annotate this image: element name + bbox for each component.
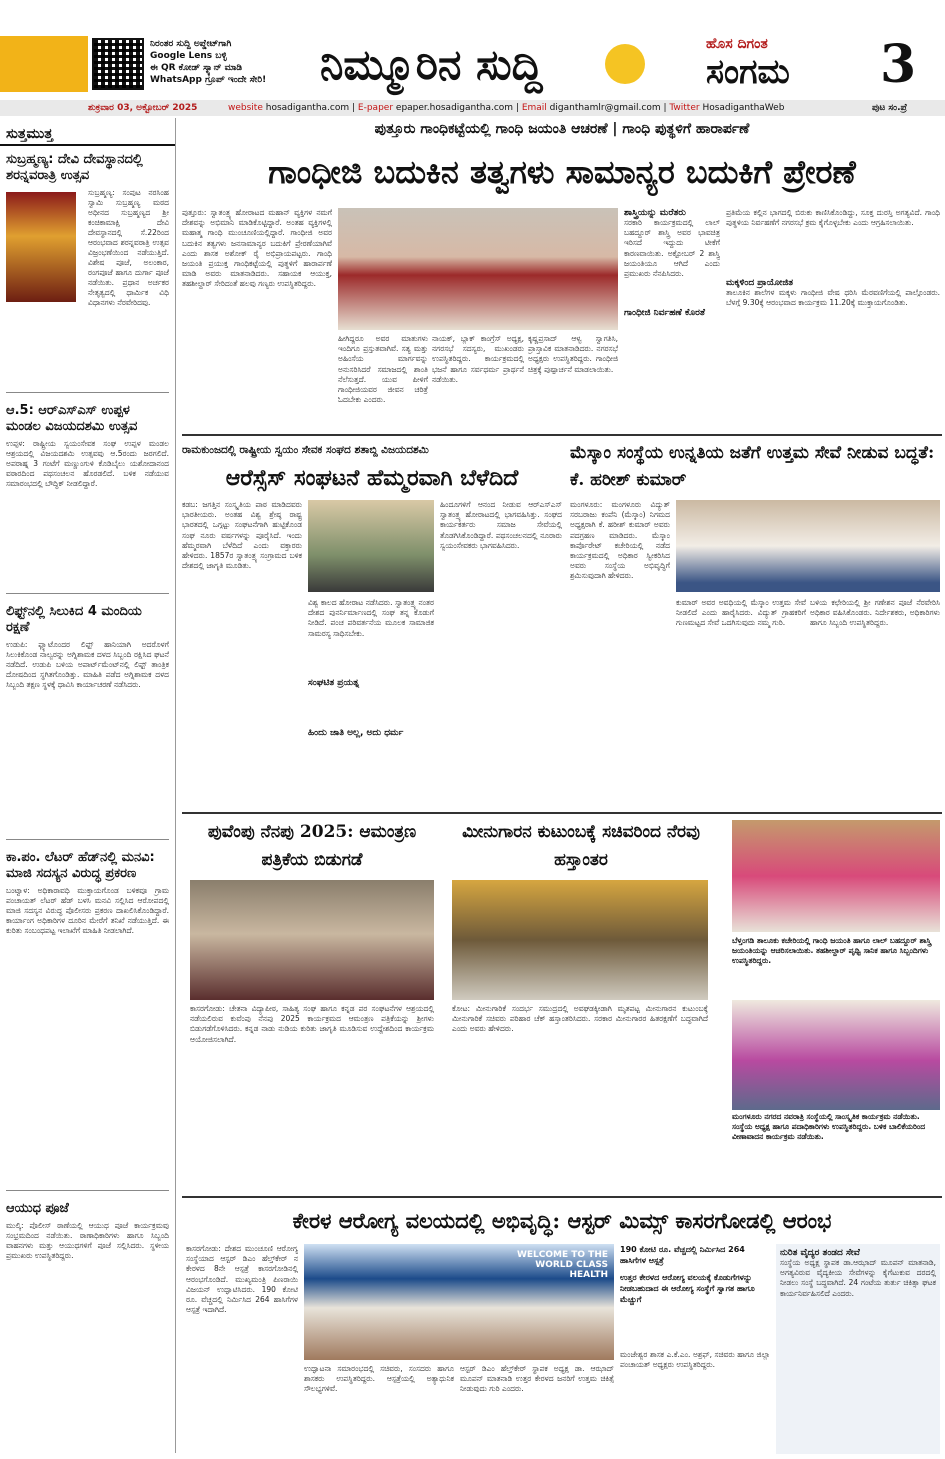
section-divider [182,434,942,436]
brand-name [706,36,768,52]
left-column [0,118,176,1453]
brand-label: ಹೊಸ ದಿಗಂತ [706,36,768,52]
aster-col3: ಆಸ್ಟರ್ ಡಿಎಂ ಹೆಲ್ತ್‌ಕೇರ್ ಸ್ಥಾಪಕ ಅಧ್ಯಕ್ಷ ಡಾ. ಆಝಾದ್ ಮೂಪನ್ ಮಾತನಾಡಿ ಉತ್ತರ ಕೇರಳದ ಜನರಿಗೆ ಉತ್ತಮ ಚಿಕಿತ್ಸೆ ನೀಡುವುದು ಗುರಿ ಎಂದರು. [460,1364,614,1394]
rss-col1: ಕಡಬ: ಜಗತ್ತಿನ ಸಂಸ್ಕೃತಿಯ ಪಾಠ ಮಾಡಿದವರು ಭಾರತೀಯರು. ಅಂತಹ ವಿಶ್ವ ಶ್ರೇಷ್ಠ ರಾಷ್ಟ್ರ ಭಾರತದಲ್ಲಿ ಒಗ್ಗಟ್ಟು ಸಂಘಟನೆಗಾಗಿ ಹುಟ್ಟಿಕೊಂಡ ಸಂಘ ನೂರು ವರ್ಷಗಳನ್ನು ಪೂರೈಸಿದೆ. ಇಂದು ಹೆಮ್ಮರವಾಗಿ ಬೆಳೆದಿದೆ ಎಂದು ವಕ್ತಾರರು ಹೇಳಿದರು. 1857ರ ಸ್ವಾತಂತ್ರ್ಯ ಸಂಗ್ರಾಮದ ಬಳಿಕ ದೇಶದಲ್ಲಿ ಜಾಗೃತಿ ಮೂಡಿತು. [182,500,302,571]
fisher-photo [452,880,708,1000]
divider [6,593,169,594]
mescom-headline: ಮೆಸ್ಕಾಂ ಸಂಸ್ಥೆಯ ಉನ್ನತಿಯ ಜತೆಗೆ ಉತ್ತಮ ಸೇವೆ ನೀಡುವ ಬದ್ಧತೆ: ಕೆ. ಹರೀಶ್ ಕುಮಾರ್ [570,443,935,490]
issue-date: ಶುಕ್ರವಾರ 03, ಅಕ್ಟೋಬರ್ 2025 [88,103,198,113]
story-title: ಆಯುಧ ಪೂಜೆ [6,1201,69,1216]
qr-instructions [150,38,310,86]
story-title: ಕಾ.ಪಂ. ಲೆಟರ್ ಹೆಡ್‌ನಲ್ಲಿ ಮನವಿ: ಮಾಜಿ ಸದಸ್ಯನ ವಿರುದ್ಧ ಪ್ರಕರಣ [6,850,155,881]
story-title: ಆ.5: ಆರ್‌ಎಸ್‌ಎಸ್ ಉಪ್ಪಳ ಮಂಡಲ ವಿಜಯದಶಮಿ ಉತ್ಸವ [6,403,138,434]
story-title: ಸುಬ್ರಹ್ಮಣ್ಯ: ದೇವಿ ದೇವಸ್ಥಾನದಲ್ಲಿ ಶರನ್ನವರಾತ್ರಿ ಉತ್ಸವ [6,152,143,183]
rss-kicker: ರಾಮಕುಂಜದಲ್ಲಿ ರಾಷ್ಟ್ರೀಯ ಸ್ವಯಂ ಸೇವಕ ಸಂಘದ ಶತಾಬ್ದಿ ವಿಜಯದಶಮಿ [182,444,429,456]
deity-photo [6,192,76,302]
fisher-body: ಕೋಟ: ಮೀನುಗಾರಿಕೆ ಸಂದರ್ಭ ಸಮುದ್ರದಲ್ಲಿ ಅವಘಡಕ್ಕೀಡಾಗಿ ಮೃತಪಟ್ಟ ಮೀನುಗಾರನ ಕುಟುಂಬಕ್ಕೆ ಮೀನುಗಾರಿಕೆ ಸಚಿವರು ಪರಿಹಾರ ಚೆಕ್ ಹಸ್ತಾಂತರಿಸಿದರು. ಸರಕಾರ ಮೀನುಗಾರರ ಹಿತರಕ್ಷಣೆಗೆ ಬದ್ಧವಾಗಿದೆ ಎಂದು ಅವರು ಹೇಳಿದರು. [452,1004,708,1034]
lead-kicker: ಪುತ್ತೂರು ಗಾಂಧಿಕಟ್ಟೆಯಲ್ಲಿ ಗಾಂಧಿ ಜಯಂತಿ ಆಚರಣೆ | ಗಾಂಧಿ ಪುತ್ಥಳಿಗೆ ಹಾರಾರ್ಪಣೆ [374,121,750,137]
lead-right-body: ಪ್ರತಿಮೆಯ ಕಲ್ಲಿನ ಭಾಗದಲ್ಲಿ ಬಿರುಕು ಕಾಣಿಸಿಕೊಂಡಿದ್ದು, ಸೂಕ್ತ ದುರಸ್ತಿ ಅಗತ್ಯವಿದೆ. ಗಾಂಧಿ ಪುತ್ಥಳಿಯ ನಿರ್ವಹಣೆಗೆ ನಗರಸಭೆ ಕ್ರಮ ಕೈಗೊಳ್ಳಬೇಕು ಎಂದು ಆಗ್ರಹಿಸಲಾಯಿತು. [726,208,940,228]
section-divider [182,812,942,814]
kuvempu-photo [190,880,434,1000]
page-number: 3 [880,34,917,95]
belthangady-caption: ಬೆಳ್ತಂಗಡಿ ತಾಲೂಕು ಕಚೇರಿಯಲ್ಲಿ ಗಾಂಧಿ ಜಯಂತಿ ಹಾಗೂ ಲಾಲ್ ಬಹದ್ದೂರ್ ಶಾಸ್ತ್ರಿ ಜಯಂತಿಯನ್ನು ಆಚರಿಸಲಾಯಿತು. ತಹಶೀಲ್ದಾರ್ ಪೃಥ್ವಿ ಸಾನಿಕ ಹಾಗೂ ಸಿಬ್ಬಂದಿಗಳು ಉಪಸ್ಥಿತರಿದ್ದರು. [732,936,932,965]
lead-col2: ಹೀಗಿದ್ದರೂ ಅವರ ಮಾತುಗಳು ಇಂದಿಗೂ ಪ್ರಸ್ತುತವಾಗಿವೆ. ಸತ್ಯ ಮತ್ತು ಅಹಿಂಸೆಯ ಮಾರ್ಗವನ್ನು ಅನುಸರಿಸಿದರೆ ಸಮಾಜದಲ್ಲಿ ಶಾಂತಿ ನೆಲೆಸುತ್ತದೆ. ಯುವ ಪೀಳಿಗೆ ಗಾಂಧೀಜಿಯವರ ಜೀವನ ಚರಿತ್ರೆ ಓದಬೇಕು ಎಂದರು. [338,334,428,405]
epaper-link[interactable]: epaper.hosadigantha.com [395,103,514,113]
fisher-headline: ಮೀನುಗಾರನ ಕುಟುಂಬಕ್ಕೆ ಸಚಿವರಿಂದ ನೆರವು ಹಸ್ತಾಂತರ [462,822,700,870]
kuvempu-headline: ಪುವೆಂಪು ನೆನಪು 2025: ಆಮಂತ್ರಣ ಪತ್ರಿಕೆಯ ಬಿಡುಗಡೆ [207,822,417,870]
aster-banner: WELCOME TO THE WORLD CLASS HEALTH [516,1250,608,1280]
email-link[interactable]: diganthamlr@gmail.com [549,103,661,113]
sidebox-body: ಸಂಸ್ಥೆಯ ಅಧ್ಯಕ್ಷ ಸ್ಥಾಪಕ ಡಾ.ಆಝಾದ್ ಮೂಪನ್ ಮಾತನಾಡಿ, ಅಗತ್ಯವಿರುವ ವೈದ್ಯಕೀಯ ಸೇವೆಗಳನ್ನು ಕೈಗೆಟುಕುವ ದರದಲ್ಲಿ ನೀಡಲು ಸಂಸ್ಥೆ ಬದ್ಧವಾಗಿದೆ. 24 ಗಂಟೆಯ ತುರ್ತು ಚಿಕಿತ್ಸಾ ಘಟಕ ಕಾರ್ಯನಿರ್ವಹಿಸಲಿದೆ ಎಂದರು. [780,1258,936,1298]
epaper-label: E-paper [357,103,394,113]
story-body: ಉಪ್ಪಳ: ರಾಷ್ಟ್ರೀಯ ಸ್ವಯಂಸೇವಕ ಸಂಘ ಉಪ್ಪಳ ಮಂಡಲ ಆಶ್ರಯದಲ್ಲಿ ವಿಜಯದಶಮಿ ಉತ್ಸವವು ಆ.5ರಂದು ಜರಗಲಿದೆ. ಅಪರಾಹ್ನ 3 ಗಂಟೆಗೆ ಮಣ್ಣುಂಗುಳಿ ಕೊಡಿಬೈಲು ಯಶೋದಾನಂದ ವಠಾರದಿಂದ ಪಥಸಂಚಲನ ಹೊರಡಲಿದೆ. ಬಳಿಕ ನಡೆಯುವ ಸಮಾರಂಭದಲ್ಲಿ ಬೌದ್ಧಿಕ್ ನೀಡಲಿದ್ದಾರೆ. [6,439,169,488]
story-title: ಲಿಫ್ಟ್‌ನಲ್ಲಿ ಸಿಲುಕಿದ 4 ಮಂದಿಯ ರಕ್ಷಣೆ [6,604,142,635]
website-label: website [228,103,263,113]
navaratri-caption: ಮಂಗಳೂರು ನಗರದ ನವರಾತ್ರಿ ಸಂಸ್ಥೆಯಲ್ಲಿ ಸಾಂಸ್ಕೃತಿಕ ಕಾರ್ಯಕ್ರಮ ನಡೆಯಿತು. ಸಂಸ್ಥೆಯ ಅಧ್ಯಕ್ಷ ಹಾಗೂ ಪದಾಧಿಕಾರಿಗಳು ಉಪಸ್ಥಿತರಿದ್ದರು. ಬಳಿಕ ಬಾಲಿಕೆಯರಿಂದ ವೀಣಾವಾದನ ಕಾರ್ಯಕ್ರಮ ನಡೆಯಿತು. [732,1112,926,1141]
belthangady-photo [732,820,940,932]
qr-line: ನಿರಂತರ ಸುದ್ದಿ ಅಪ್ಡೇಟ್‌ಗಾಗಿ [150,39,232,49]
info-bar [0,100,945,116]
rss-headline: ಆರೆಸ್ಸೆಸ್ ಸಂಘಟನೆ ಹೆಮ್ಮರವಾಗಿ ಬೆಳೆದಿದೆ [225,465,519,491]
aster-photo [304,1244,614,1360]
divider [6,839,169,840]
divider [6,1190,169,1191]
box-title: ಶಾಸ್ತ್ರಿಯನ್ನು ಮರೆತರು [624,208,686,218]
divider [6,392,169,393]
navaratri-photo [732,1000,940,1110]
story-body: ಮುಲ್ಕಿ: ಪೊಲೀಸ್ ಠಾಣೆಯಲ್ಲಿ ಆಯುಧ ಪೂಜೆ ಕಾರ್ಯಕ್ರಮವು ಸಂಭ್ರಮದಿಂದ ನಡೆಯಿತು. ಠಾಣಾಧಿಕಾರಿಗಳು ಹಾಗೂ ಸಿಬ್ಬಂದಿ ವಾಹನಗಳು ಮತ್ತು ಆಯುಧಗಳಿಗೆ ಪೂಜೆ ಸಲ್ಲಿಸಿದರು. ಸ್ಥಳೀಯ ಪ್ರಮುಖರು ಉಪಸ್ಥಿತರಿದ್ದರು. [6,1221,169,1260]
rss-sub1: ಸಂಘಟಿತ ಪ್ರಯತ್ನ [308,678,360,688]
paper-title: ನಿಮ್ಮೂರಿನ ಸುದ್ದಿ [320,40,543,89]
left-column-header: ಸುತ್ತಮುತ್ತ [0,118,175,146]
email-label: Email [521,103,547,113]
qr-line: ಈ QR ಕೋಡ್ ಸ್ಕ್ಯಾನ್ ಮಾಡಿ [150,63,243,73]
story-body: ಬಂಟ್ವಾಳ: ಅಧಿಕಾರಾವಧಿ ಮುಕ್ತಾಯಗೊಂಡ ಬಳಿಕವೂ ಗ್ರಾಮ ಪಂಚಾಯತ್ ಲೆಟರ್ ಹೆಡ್ ಬಳಸಿ ಮನವಿ ಸಲ್ಲಿಸಿದ ಆರೋಪದಲ್ಲಿ ಮಾಜಿ ಸದಸ್ಯನ ವಿರುದ್ಧ ಪೊಲೀಸರು ಪ್ರಕರಣ ದಾಖಲಿಸಿಕೊಂಡಿದ್ದಾರೆ. ಕಾರ್ಯಾಂಗ ಅಧಿಕಾರಿಗಳ ದೂರಿನ ಮೇರೆಗೆ ತನಿಖೆ ನಡೆಯುತ್ತಿದೆ. ಈ ಕುರಿತು ಸಂಬಂಧಪಟ್ಟ ಇಲಾಖೆಗೆ ಮಾಹಿತಿ ನೀಡಲಾಗಿದೆ. [6,886,169,935]
lead-col3: ನಾಯಕ್, ಬ್ಲಾಕ್ ಕಾಂಗ್ರೆಸ್ ಅಧ್ಯಕ್ಷ, ನಗರಸಭೆ ಸದಸ್ಯರು, ಮುಖಂಡರು ಉಪಸ್ಥಿತರಿದ್ದರು. ಕಾರ್ಯಕ್ರಮದಲ್ಲಿ ಭಜನೆ ಹಾಗೂ ಸರ್ವಧರ್ಮ ಪ್ರಾರ್ಥನೆ ನಡೆಯಿತು. [432,334,524,384]
contact-links: website hosadigantha.com | E-paper epaper.hosadigantha.com | Email diganthamlr@gmail.com | Twitter HosadiganthaWeb [228,103,785,113]
story-body: ಸುಬ್ರಹ್ಮಣ್ಯ: ಸಂಪುಟ ನರಸಿಂಹ ಸ್ವಾಮಿ ಸುಬ್ರಹ್ಮಣ್ಯ ಮಠದ ಅಧೀನದ ಸುಬ್ರಹ್ಮಣ್ಯದ ಶ್ರೀ ಕಂಚಿಕಾಮಾಕ್ಷಿ ದೇವಿ ದೇವಸ್ಥಾನದಲ್ಲಿ ಸೆ.22ರಿಂದ ಆರಂಭವಾದ ಶರನ್ನವರಾತ್ರಿ ಉತ್ಸವ ವಿಜ್ರಂಭಣೆಯಿಂದ ನಡೆಯುತ್ತಿದೆ. ವಿಶೇಷ ಪೂಜೆ, ಅಲಂಕಾರ, ರಂಗಪೂಜೆ ಹಾಗೂ ದುರ್ಗಾ ಪೂಜೆ ನಡೆಯಿತು. ಪ್ರಧಾನ ಅರ್ಚಕರ ನೇತೃತ್ವದಲ್ಲಿ ಧಾರ್ಮಿಕ ವಿಧಿ ವಿಧಾನಗಳು ನೆರವೇರಿದವು. [88,188,169,307]
box2-title: ಗಾಂಧೀಜಿ ನಿರ್ವಹಣೆ ಕೊರತೆ [624,308,706,318]
qr-line: WhatsApp ಗ್ರೂಪ್ ಇಂದೇ ಸೇರಿ! [150,75,267,85]
rss-sub2: ಹಿಂದು ಜಾತಿ ಅಲ್ಲ, ಅದು ಧರ್ಮ [308,728,404,738]
mescom-photo [676,500,940,592]
mescom-col3: ಬಳಿಯ ಕಛೇರಿಯಲ್ಲಿ ಶ್ರೀ ಗಣೇಶನ ಪೂಜೆ ನೆರವೇರಿಸಿ ಅಧಿಕಾರ ವಹಿಸಿಕೊಂಡರು. ನಿರ್ದೇಶಕರು, ಅಧಿಕಾರಿಗಳು ಹಾಗೂ ಸಿಬ್ಬಂದಿ ಉಪಸ್ಥಿತರಿದ್ದರು. [810,598,940,628]
kuvempu-body: ಕಾಸರಗೋಡು: ಚೇತನಾ ವಿದ್ಯಾಪೀಠ, ಸಾಹಿತ್ಯ ಸಂಘ ಹಾಗೂ ಕನ್ನಡ ಪರ ಸಂಘಟನೆಗಳ ಆಶ್ರಯದಲ್ಲಿ ನಡೆಯಲಿರುವ ಕುವೆಂಪು ನೆನಪು 2025 ಕಾರ್ಯಕ್ರಮದ ಆಮಂತ್ರಣ ಪತ್ರಿಕೆಯನ್ನು ಶ್ರೀಗಳು ಬಿಡುಗಡೆಗೊಳಿಸಿದರು. ಕನ್ನಡ ನಾಡು ನುಡಿಯ ಕುರಿತು ಜಾಗೃತಿ ಮೂಡಿಸುವ ಉದ್ದೇಶದಿಂದ ಕಾರ್ಯಕ್ರಮ ಆಯೋಜಿಸಲಾಗಿದೆ. [190,1004,434,1044]
highlight-item: ಉತ್ತರ ಕೇರಳದ ಆರೋಗ್ಯ ವಲಯಕ್ಕೆ ಕೊಡುಗೆಗಳನ್ನು ನೀಡಬಹುದಾದ ಈ ಆರೋಗ್ಯ ಸಂಸ್ಥೆಗೆ ಸ್ವಾಗತ ಹಾಗೂ ಮೆಚ್ಚುಗೆ [620,1273,755,1304]
section-name: ಸಂಗಮ [706,52,790,92]
lead-right-body2: ತಾಲೂಕಿನ ಶಾಲೆಗಳ ಮಕ್ಕಳು ಗಾಂಧೀಜಿ ವೇಷ ಧರಿಸಿ ಮೆರವಣಿಗೆಯಲ್ಲಿ ಪಾಲ್ಗೊಂಡರು. ಬೆಳಗ್ಗೆ 9.30ಕ್ಕೆ ಆರಂಭವಾದ ಕಾರ್ಯಕ್ರಮ 11.20ಕ್ಕೆ ಮುಕ್ತಾಯಗೊಂಡಿತು. [726,288,940,308]
aster-col1: ಕಾಸರಗೋಡು: ದೇಶದ ಮುಂಚೂಣಿ ಆರೋಗ್ಯ ಸಂಸ್ಥೆಯಾದ ಆಸ್ಟರ್ ಡಿಎಂ ಹೆಲ್ತ್‌ಕೇರ್ ನ ಕೇರಳದ 8ನೇ ಆಸ್ಪತ್ರೆ ಕಾಸರಗೋಡಿನಲ್ಲಿ ಆರಂಭಗೊಂಡಿದೆ. ಮುಖ್ಯಮಂತ್ರಿ ಪಿಣರಾಯಿ ವಿಜಯನ್ ಉದ್ಘಾಟಿಸಿದರು. 190 ಕೋಟಿ ರೂ. ವೆಚ್ಚದಲ್ಲಿ ನಿರ್ಮಿಸಿದ 264 ಹಾಸಿಗೆಗಳ ಆಸ್ಪತ್ರೆ ಇದಾಗಿದೆ. [186,1244,298,1315]
lead-col1: ಪುತ್ತೂರು: ಸ್ವಾತಂತ್ರ್ಯ ಹೋರಾಟದ ಮಹಾನ್ ವ್ಯಕ್ತಿಗಳ ನಮಗೆ ದೇಶವನ್ನು ಅಭಿಮಾನಿ ಮಾಡಿಕೊಟ್ಟಿದ್ದಾರೆ. ಅಂತಹ ವ್ಯಕ್ತಿಗಳಲ್ಲಿ ಮಹಾತ್ಮ ಗಾಂಧಿ ಮುಂಚೂಣಿಯಲ್ಲಿದ್ದಾರೆ. ಗಾಂಧೀಜಿ ಅವರ ಬದುಕಿನ ತತ್ವಗಳು ಜನಸಾಮಾನ್ಯರ ಬದುಕಿಗೆ ಪ್ರೇರಣೆಯಾಗಿವೆ ಎಂದು ಶಾಸಕ ಅಶೋಕ್ ರೈ ಅಭಿಪ್ರಾಯಪಟ್ಟರು. ಗಾಂಧಿ ಜಯಂತಿ ಪ್ರಯುಕ್ತ ಗಾಂಧಿಕಟ್ಟೆಯಲ್ಲಿ ಪುತ್ಥಳಿಗೆ ಹಾರಾರ್ಪಣೆ ಮಾಡಿ ಅವರು ಮಾತನಾಡಿದರು. ಸಹಾಯಕ ಆಯುಕ್ತ, ತಹಶೀಲ್ದಾರ್ ಸೇರಿದಂತೆ ಹಲವು ಗಣ್ಯರು ಉಪಸ್ಥಿತರಿದ್ದರು. [182,208,332,289]
sidebox-title: ನುರಿತ ವೈದ್ಯರ ತಂಡದ ಸೇವೆ [780,1248,860,1258]
qr-code[interactable] [92,38,144,90]
aster-headline: ಕೇರಳ ಆರೋಗ್ಯ ವಲಯದಲ್ಲಿ ಅಭಿವೃದ್ಧಿ: ಆಸ್ಟರ್ ಮಿಮ್ಸ್ ಕಾಸರಗೋಡಲ್ಲಿ ಆರಂಭ [292,1208,832,1233]
lead-headline: ಗಾಂಧೀಜಿ ಬದುಕಿನ ತತ್ವಗಳು ಸಾಮಾನ್ಯರ ಬದುಕಿಗೆ ಪ್ರೇರಣೆ [268,153,856,191]
twitter-link[interactable]: HosadiganthaWeb [702,103,785,113]
mescom-col2: ಕುಮಾರ್ ಅವರ ಅವಧಿಯಲ್ಲಿ ಮೆಸ್ಕಾಂ ಉತ್ತಮ ಸೇವೆ ನೀಡಲಿದೆ ಎಂದು ಹಾರೈಸಿದರು. ವಿದ್ಯುತ್ ಗ್ರಾಹಕರಿಗೆ ಗುಣಮಟ್ಟದ ಸೇವೆ ಒದಗಿಸುವುದು ನಮ್ಮ ಗುರಿ. [676,598,806,628]
story-body: ಉಡುಪಿ: ಫ್ಲ್ಯಾಟೊಂದರ ಲಿಫ್ಟ್ ಹಾನಿಯಾಗಿ ಅದರೊಳಗೆ ಸಿಲುಕಿಕೊಂಡ ನಾಲ್ವರನ್ನು ಅಗ್ನಿಶಾಮಕ ದಳದ ಸಿಬ್ಬಂದಿ ರಕ್ಷಿಸಿದ ಘಟನೆ ನಡೆದಿದೆ. ಉಡುಪಿ ಬಳಿಯ ಅಪಾರ್ಟ್‌ಮೆಂಟ್‌ನಲ್ಲಿ ಲಿಫ್ಟ್ ತಾಂತ್ರಿಕ ದೋಷದಿಂದ ಸ್ಥಗಿತಗೊಂಡಿತ್ತು. ಮಾಹಿತಿ ಪಡೆದ ಅಗ್ನಿಶಾಮಕ ದಳದ ಸಿಬ್ಬಂದಿ ತಕ್ಷಣ ಸ್ಥಳಕ್ಕೆ ಧಾವಿಸಿ ಕಾರ್ಯಾಚರಣೆ ನಡೆಸಿದರು. [6,640,169,689]
qr-line: Google Lens ಬಳ್ಳಿ [150,51,227,61]
twitter-label: Twitter [669,103,700,113]
page-count: ಪುಟ ಸಂ.ಪ್ರೆ [872,103,908,113]
aster-col4: ಮಂಜೇಶ್ವರ ಶಾಸಕ ಎ.ಕೆ.ಎಂ. ಅಶ್ರಫ್, ಸಚಿವರು ಹಾಗೂ ಜಿಲ್ಲಾ ಪಂಚಾಯತ್ ಅಧ್ಯಕ್ಷರು ಉಪಸ್ಥಿತರಿದ್ದರು. [620,1350,770,1370]
highlight-item: 190 ಕೋಟಿ ರೂ. ವೆಚ್ಚದಲ್ಲಿ ನಿರ್ಮಿಸಿದ 264 ಹಾಸಿಗೆಗಳ ಆಸ್ಪತ್ರೆ [620,1245,745,1265]
lead-col4: ಕೃಷ್ಣಪ್ರಸಾದ್ ಆಳ್ವ ಸ್ವಾಗತಿಸಿ, ಪ್ರಾಸ್ತಾವಿಕ ಮಾತನಾಡಿದರು. ನಗರಸಭೆ ಅಧ್ಯಕ್ಷರು ಉಪಸ್ಥಿತರಿದ್ದರು. ಗಾಂಧೀಜಿ ಚಿತ್ರಕ್ಕೆ ಪುಷ್ಪಾರ್ಚನೆ ಮಾಡಲಾಯಿತು. [528,334,618,374]
section-divider [182,1196,942,1198]
lead-box [624,208,720,430]
rss-col3: ಹಿಂದೂಗಳಿಗೆ ಆನಂದ ನೀಡುವ ಆರ್‌ಎಸ್‌ಎಸ್ ಸ್ವಾತಂತ್ರ್ಯ ಹೋರಾಟದಲ್ಲಿ ಭಾಗವಹಿಸಿತ್ತು. ಸಂಘದ ಕಾರ್ಯಕರ್ತರು ಸಮಾಜ ಸೇವೆಯಲ್ಲಿ ತೊಡಗಿಸಿಕೊಂಡಿದ್ದಾರೆ. ಪಥಸಂಚಲನದಲ್ಲಿ ನೂರಾರು ಸ್ವಯಂಸೇವಕರು ಭಾಗವಹಿಸಿದರು. [440,500,562,550]
lead-right [726,208,940,430]
mescom-col1: ಮಂಗಳೂರು: ಮಂಗಳೂರು ವಿದ್ಯುತ್ ಸರಬರಾಜು ಕಂಪೆನಿ (ಮೆಸ್ಕಾಂ) ನಿಗಮದ ಅಧ್ಯಕ್ಷರಾಗಿ ಕೆ. ಹರೀಶ್ ಕುಮಾರ್ ಅವರು ಪದಗ್ರಹಣ ಮಾಡಿದರು. ಮೆಸ್ಕಾಂ ಕಾರ್ಪೊರೇಟ್ ಕಚೇರಿಯಲ್ಲಿ ನಡೆದ ಕಾರ್ಯಕ್ರಮದಲ್ಲಿ ಅಧಿಕಾರ ಸ್ವೀಕರಿಸಿದ ಅವರು ಸಂಸ್ಥೆಯ ಅಭಿವೃದ್ಧಿಗೆ ಶ್ರಮಿಸುವುದಾಗಿ ಹೇಳಿದರು. [570,500,670,581]
box-body: ಸರಕಾರಿ ಕಾರ್ಯಕ್ರಮದಲ್ಲಿ ಲಾಲ್ ಬಹದ್ದೂರ್ ಶಾಸ್ತ್ರಿ ಅವರ ಭಾವಚಿತ್ರ ಇರಿಸದೆ ಇದ್ದುದು ಟೀಕೆಗೆ ಕಾರಣವಾಯಿತು. ಅಕ್ಟೋಬರ್ 2 ಶಾಸ್ತ್ರಿ ಜಯಂತಿಯೂ ಆಗಿದೆ ಎಂದು ಪ್ರಮುಖರು ನೆನಪಿಸಿದರು. [624,218,720,279]
rss-col2-wrap [308,598,434,805]
rss-col2: ವಿಶ್ವ ಕಾಲದ ಹೋರಾಟ ನಡೆಸಿದರು. ಸ್ವಾತಂತ್ರ್ಯ ನಂತರ ದೇಶದ ಪುನರ್ನಿರ್ಮಾಣದಲ್ಲಿ ಸಂಘ ತನ್ನ ಕೊಡುಗೆ ನೀಡಿದೆ. ಪಂಚ ಪರಿವರ್ತನೆಯ ಮೂಲಕ ಸಾಮಾಜಿಕ ಸಾಮರಸ್ಯ ಸಾಧಿಸಬೇಕು. [308,598,434,638]
rss-photo [308,500,434,592]
aster-sidebox [776,1244,940,1454]
masthead-accent-bar [0,36,88,92]
lead-right-subhead: ಮಕ್ಕಳಿಂದ ಪ್ರಾಯೋಜಿತ [726,278,794,288]
aster-highlights [620,1244,770,1344]
aster-col2: ಉದ್ಘಾಟನಾ ಸಮಾರಂಭದಲ್ಲಿ ಸಚಿವರು, ಸಂಸದರು ಹಾಗೂ ಶಾಸಕರು ಉಪಸ್ಥಿತರಿದ್ದರು. ಆಸ್ಪತ್ರೆಯಲ್ಲಿ ಅತ್ಯಾಧುನಿಕ ಸೌಲಭ್ಯಗಳಿವೆ. [304,1364,454,1394]
lead-photo [338,208,618,330]
website-link[interactable]: hosadigantha.com [265,103,350,113]
